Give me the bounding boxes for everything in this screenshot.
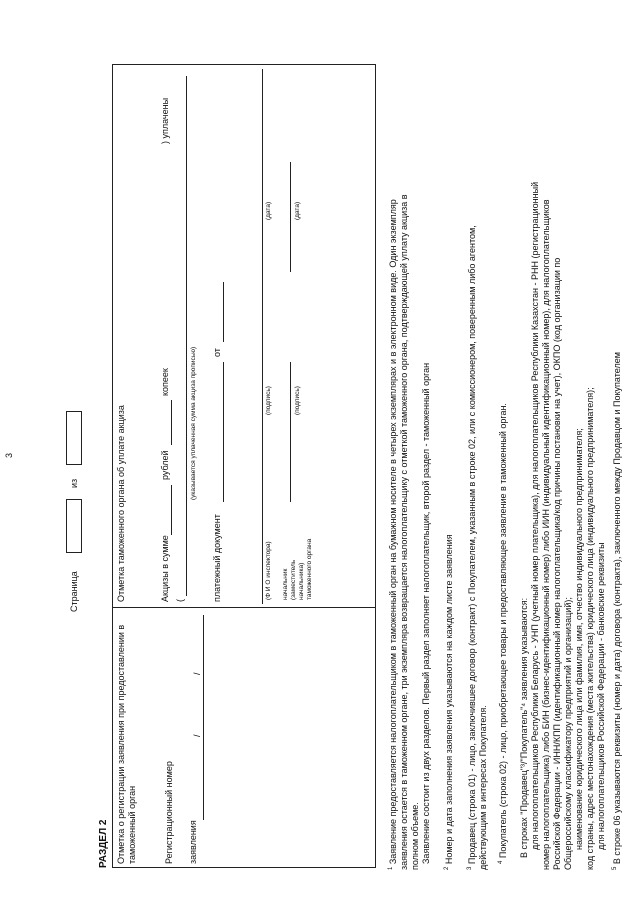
- footnote-rows-line-3: Российской Федерации - ИНН/КПП (идентификационный номер налогоплательщика/код причины постановки на учет), ОКПО (код организации по: [552, 257, 562, 870]
- footnote-1: $^1$ Заявление предоставляется налогоплательщиком в таможенный орган на бумажном носителе в четырех экземплярах и в электронном виде. Один экземпляр: [388, 199, 398, 870]
- footnote-rows-line-6: код страны, адрес местонахождения (места жительства) юридического лица (индивидуального предпринимателя);: [585, 387, 595, 870]
- paid-label: ) уплачены: [160, 97, 170, 144]
- payment-doc-field[interactable]: [223, 362, 224, 502]
- amount-prefix: Акцизы в сумме: [160, 535, 170, 602]
- chief-label: начальник (заместитель начальника) таможенного органа: [282, 538, 313, 600]
- total-pages-field[interactable]: [66, 411, 82, 465]
- footnote-rows-line-7: для налогоплательщиков Российской Федерации - банковские реквизиты: [596, 542, 606, 850]
- reg-slash-2: /: [192, 672, 202, 675]
- rubles-label: рублей: [160, 450, 170, 480]
- chief-signature-hint: (подпись): [294, 386, 301, 415]
- footnote-1-line-3: полном объеме.: [410, 802, 420, 870]
- kopecks-field[interactable]: [171, 400, 172, 445]
- footnote-3: $^3$ Продавец (строка 01) - лицо, заключившее договор (контракт) с Покупателем, указанным в строке 02, или с комиссионером, поверенным либо агентом,: [467, 225, 477, 870]
- amount-words-field[interactable]: [186, 76, 187, 596]
- section-table: [112, 64, 376, 868]
- from-label: от: [212, 348, 222, 357]
- of-label: из: [69, 478, 79, 488]
- amount-open-paren: (: [175, 599, 185, 602]
- page-label: Страница: [69, 571, 79, 612]
- page-field[interactable]: [66, 499, 82, 553]
- footnote-rows-line-2: номер налогоплательщика) либо БИН (бизнес-идентификационный номер) либо ИИН (индивидуальный идентификационный номер), для налогоплательщиков: [541, 199, 551, 870]
- inspector-signature-hint: (подпись): [265, 386, 272, 415]
- registration-heading: Отметка о регистрации заявления при предоставлении в таможенный орган: [116, 624, 137, 864]
- section-title: РАЗДЕЛ 2: [98, 819, 109, 868]
- reg-slash-1: /: [192, 734, 202, 737]
- chief-signature-line[interactable]: [290, 362, 291, 502]
- column-divider: [112, 607, 376, 608]
- footnote-3-line-2: действующим в интересах Покупателя.: [478, 705, 488, 870]
- footnote-1-line-4: Заявление состоит из двух разделов. Первый раздел заполняет налогоплательщик, второй раздел - таможенный орган: [421, 362, 431, 864]
- reg-number-line[interactable]: [203, 615, 204, 820]
- reg-number-label-2: заявления: [188, 820, 198, 864]
- footnote-rows-intro: В строках "Продавец"³/"Покупатель"⁴ заявления указываются:: [519, 597, 529, 858]
- chief-date-line[interactable]: [290, 162, 291, 272]
- inspector-row-line[interactable]: [262, 69, 263, 604]
- customs-heading: Отметка таможенного органа об уплате акциза: [116, 405, 126, 602]
- footnote-rows-line-1: для налогоплательщиков Республики Беларусь - УНП (учетный номер плательщика), для налогоплательщиков Республики Казахстан - РНН (регистрационный: [530, 181, 540, 850]
- footnote-rows-line-4: Общероссийскому классификатору предприятий и организаций);: [563, 597, 573, 870]
- kopecks-label: копеек: [160, 368, 170, 396]
- footnote-2: $^2$ Номер и дата заполнения заявления указываются на каждом листе заявления: [444, 534, 454, 870]
- footnote-1-line-2: заявления остается в таможенном органе, три экземпляра возвращается налогоплательщику с отметкой таможенного органа, подтверждающей уплату акциза в: [399, 194, 409, 870]
- amount-hint: (указывается уплаченная сумма акциза прописью): [190, 346, 197, 500]
- page-number: 3: [4, 452, 14, 458]
- footnote-rows-line-5: наименование юридического лица или фамилия, имя, отчество индивидуального предпринимателя;: [574, 428, 584, 850]
- payment-date-field[interactable]: [223, 282, 224, 342]
- chief-date-hint: (дата): [294, 201, 301, 220]
- inspector-date-hint: (дата): [265, 201, 272, 220]
- footnote-4: $^4$ Покупатель (строка 02) - лицо, приобретающее товары и предоставляющее заявление в таможенный орган.: [498, 403, 508, 864]
- reg-number-label: Регистрационный номер: [164, 761, 174, 864]
- inspector-label: (Ф И О инспектора): [265, 541, 272, 600]
- payment-doc-label: платежный документ: [212, 514, 222, 602]
- rubles-field[interactable]: [171, 485, 172, 535]
- footnote-5: $^5$ В строке 06 указываются реквизиты (номер и дата) договора (контракта), заключенного между Продавцом и Покупателем: [612, 352, 622, 870]
